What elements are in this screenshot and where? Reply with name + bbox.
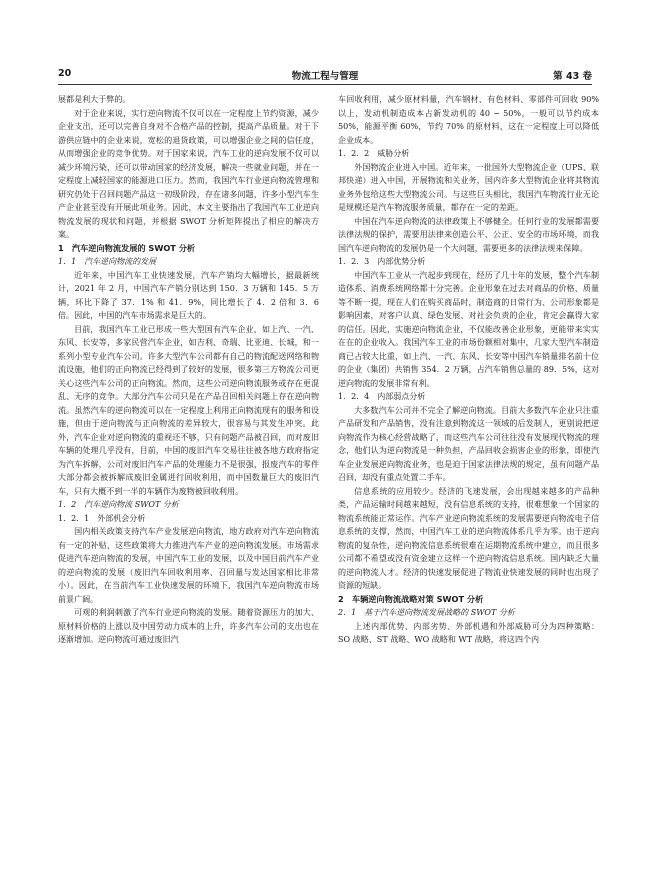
section-heading-1: 1 汽车逆向物流发展的 SWOT 分析 xyxy=(58,242,196,253)
paragraph: 展都是利大于弊的。 xyxy=(58,95,131,104)
paragraph: 中国汽车工业从一汽起步到现在，经历了几十年的发展，整个汽车制造体系、消费系统网络都十分完善。企业形象在过去对商品的价格、质量等不断一提，现在人们在购买商品时，制造商的日常行为、公司形象都是影响因素，对客户认真、绿色发展、对社会负责的企业，肯定会赢得大家的信任。因此，实施逆向物流企业，不仅能改善企业形象，更能带来实实在在的企业收入。我国汽车工业的市场份额相对集中，几家大型汽车制造商已占较大比重，如上汽、一汽、东风、长安等中国汽车销量排名前十位的企业（集团）共销售 354．2 万辆，占汽车销售总量的 89．5%，这对逆向物流的发展非常有利。 xyxy=(338,270,599,388)
paragraph: 近年来，中国汽车工业快速发展，汽车产销均大幅增长，据最新统计，2021 年 2 月，中国汽车产销分别达到 150．3 万辆和 145．5 万辆，环比下降了 37．1% 和 41．9%，同比增长了 4．2 倍和 3．6 倍。因此，中国的汽车市场需求是巨大的。 xyxy=(58,270,319,320)
subsection-heading-1-1: 1．1 汽车逆向物流的发展 xyxy=(58,257,157,266)
paragraph: 对于企业来说，实行逆向物流不仅可以在一定程度上节约资源，减少企业支出，还可以完善自身对不合格产品的控制，提高产品质量。对于下游供应链中的企业来说，宽松的退货政策，可以增强企业之间的信任度，从而增强企业的竞争优势。对于国家来说，汽车工业的逆向发展不仅可以减少环境污染，还可以带动国家的经济发展，解决一些就业问题，并在一定程度上减轻国家的能源进口压力。然而，我国汽车行业逆向物流管理和研究仍处于召回问题产品这一初级阶段，存在诸多问题，许多小型汽车生产企业甚至没有开展此项业务。因此，本文主要指出了我国汽车工业逆向物流发展的现状和问题，并根据 SWOT 分析矩阵提出了相应的解决方案。 xyxy=(58,108,319,239)
left-column xyxy=(58,93,319,873)
paragraph: 上述内部优势、内部劣势、外部机遇和外部威胁可分为四种策略：SO 战略、ST 战略、WO 战略和 WT 战略，将这四个内 xyxy=(338,621,599,644)
paragraph: 可观的利润刺激了汽车行业逆向物流的发展。随着资源压力的加大、原材料价格的上涨以及中国劳动力成本的上升，许多汽车公司的支出也在逐渐增加。逆向物流可通过废旧汽 xyxy=(58,608,319,644)
right-column xyxy=(338,93,599,873)
paragraph: 国内相关政策支持汽车产业发展逆向物流，地方政府对汽车逆向物流有一定的补贴，这些政策将大力推进汽车产业的逆向物流发展。市场需求促进汽车逆向物流的发展，中国汽车工业的发展，以及中国目前汽车产业的逆向物流的发展（废旧汽车回收利用率、召回量与发达国家相比非常小）。因此，在当前汽车工业快速发展的环境下，我国汽车逆向物流市场前景广阔。 xyxy=(58,527,319,604)
subsection-heading-1-2: 1．2 汽车逆向物流 SWOT 分析 xyxy=(58,500,179,509)
page-number: 20 xyxy=(58,68,72,79)
subsubsection-heading-1-2-2: 1．2．2 威胁分析 xyxy=(338,149,410,158)
subsubsection-heading-1-2-1: 1．2．1 外部机会分析 xyxy=(58,513,146,523)
paragraph: 信息系统的应用较少。经济的飞速发展，会出现越来越多的产品种类，产品运输时间越来越短，没有信息系统的支持，很难想象一个国家的物流系统能正常运作。汽车产业逆向物流系统的发展需要逆向物流电子信息系统的支撑，然而，中国汽车工业的逆向物流体系几乎为零。由于逆向物流的复杂性，逆向物流信息系统很难在运期物流系统中建立，而且很多公司都不希望或没有资金建立这样一个逆向物流信息系统。国内缺乏大量的逆向物流人才。经济的快速发展促进了物流业快速发展的同时也出现了资源的短缺。 xyxy=(338,486,599,590)
paragraph: 车回收利用，减少原材料量，汽车钢材、有色材料、零部件可回收 90% 以上，发动机制造成本占新发动机的 40 ~ 50%，一般可以节约成本 50%，能源平衡 60%，节约 70% 的原材料，这在一定程度上可以降低企业成本。 xyxy=(338,95,599,145)
journal-title: 物流工程与管理 xyxy=(291,71,359,82)
paragraph: 大多数汽车公司并不完全了解逆向物流。目前大多数汽车企业只注重产品研发和产品销售，没有注意到物流这一领域的后发制人，更别说把逆向物流作为核心经营战略了，而这些汽车公司往往没有发展现代物流的理念，他们认为逆向物流是一种负担，产品回收会损害企业的形象，即使汽车企业发展逆向物流业务，也是迫于国家法律法规的规定，虽有问题产品召回，却没有重点处置二手车。 xyxy=(338,405,599,482)
subsubsection-heading-1-2-3: 1．2．3 内部优势分析 xyxy=(338,257,426,266)
paragraph: 目前，我国汽车工业已形成一些大型国有汽车企业，如上汽、一汽、东风、长安等，多家民营汽车企业，如吉利、奇瑞、比亚迪、长城，和一系列小型专业汽车公司。许多大型汽车公司都有自己的物流配送网络和物流设施，他们的正向物流已经得到了较好的发展，很多第三方物流公司更关心这些汽车公司的正向物流。然而，这些公司逆向物流服务或存在更混乱、无序的竞争。大部分汽车公司只是在产品召回相关问题上存在逆向物流。虽然汽车的逆向物流可以在一定程度上利用正向物流现有的服务和设施，但由于逆向物流与正向物流的差异较大，很容易与其发生冲突。此外，汽车企业对逆向物流的重视还不够，只有问题产品被召回，而对废旧车辆的处理几乎没有，目前，中国的废旧汽车交易往往被各地方政府指定为汽车拆解，公司对废旧汽车产品的处理能力不是很强，报废汽车的零件大部分都会被拆解成废旧金属进行回收利用，而中国数量巨大的废旧汽车，只有大概不到一半的车辆作为废物被回收利用。 xyxy=(58,324,319,496)
header-rule xyxy=(58,84,592,85)
subsubsection-heading-1-2-4: 1．2．4 内部弱点分析 xyxy=(338,392,426,401)
volume-label: 第 43 卷 xyxy=(553,71,592,82)
paragraph: 外国物流企业进入中国。近年来，一批国外大型物流企业（UPS、联邦快递）进入中国，开展物流和关业务，国内许多大型物流企业将其物流业务外包给这些大型物流公司。与这些巨头相比，我国汽车物流行业无论是规模还是汽车物流服务质量，都存在一定的差距。 xyxy=(338,162,599,212)
subsection-heading-2-1: 2．1 基于汽车逆向物流发展战略的 SWOT 分析 xyxy=(338,608,515,617)
section-heading-2: 2 车辆逆向物流战略对策 SWOT 分析 xyxy=(338,593,484,604)
running-header xyxy=(58,68,592,84)
paragraph: 中国在汽车逆向物流的法律政策上不够健全。任何行业的发展都需要法律法规的保护，需要用法律来创造公平、公正、安全的市场环境，而我国汽车逆向物流的发展仍是一个大问题，需要更多的法律法规来保障。 xyxy=(338,216,599,253)
